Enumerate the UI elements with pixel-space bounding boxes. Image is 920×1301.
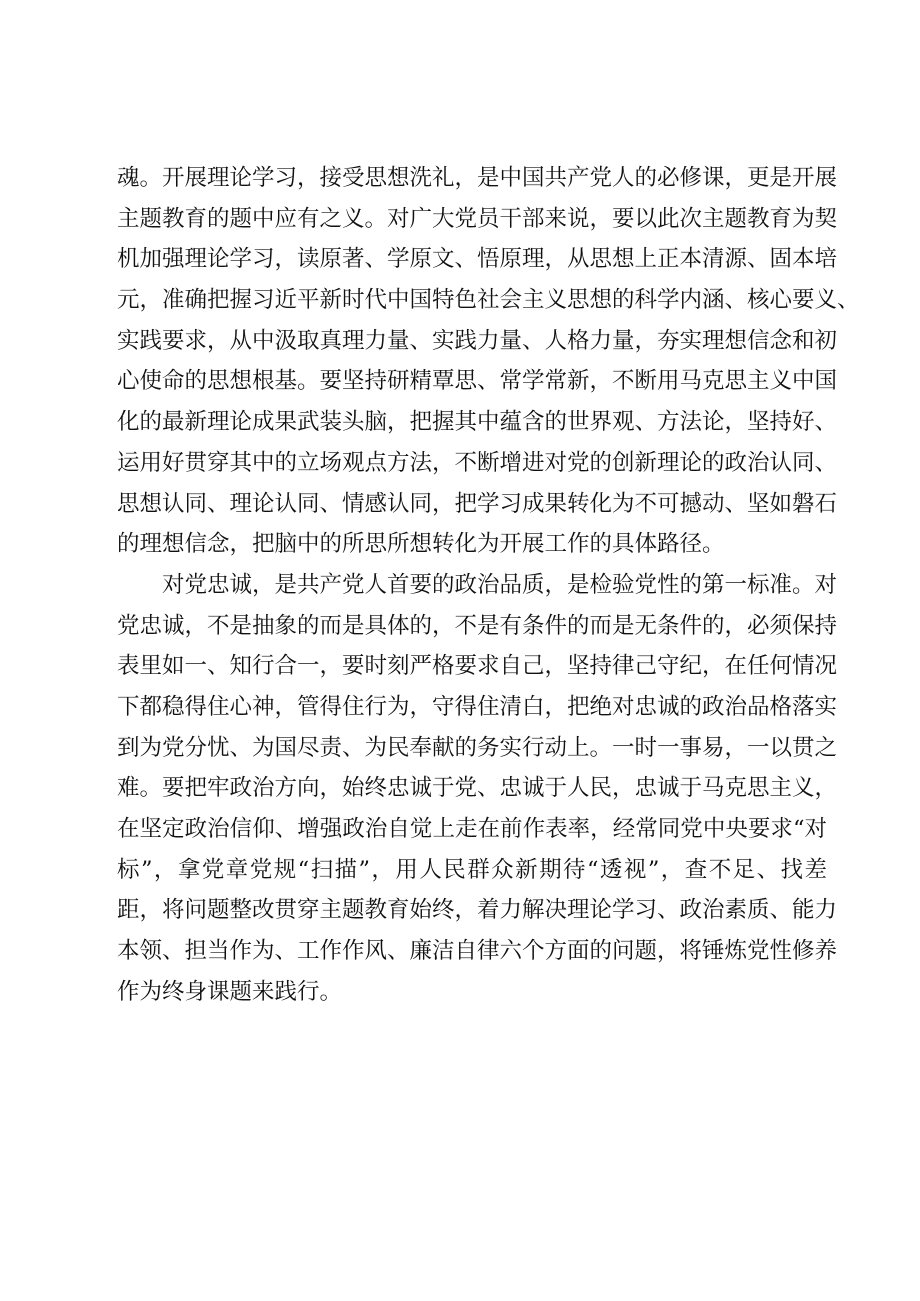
text-line: 运用好贯穿其中的立场观点方法，不断增进对党的创新理论的政治认同、 bbox=[117, 449, 838, 476]
text-line: 党忠诚，不是抽象的而是具体的，不是有条件的而是无条件的，必须保持 bbox=[117, 612, 838, 639]
text-line: 心使命的思想根基。要坚持研精覃思、常学常新，不断用马克思主义中国 bbox=[117, 368, 838, 395]
text-line: 元，准确把握习近平新时代中国特色社会主义思想的科学内涵、核心要义、 bbox=[117, 287, 860, 314]
text-line: 下都稳得住心神，管得住行为，守得住清白，把绝对忠诚的政治品格落实 bbox=[117, 693, 838, 720]
body-text bbox=[117, 158, 860, 1012]
text-line: 在坚定政治信仰、增强政治自觉上走在前作表率，经常同党中央要求“对 bbox=[117, 816, 827, 842]
text-line: 表里如一、知行合一，要时刻严格要求自己，坚持律己守纪，在任何情况 bbox=[117, 653, 838, 680]
text-line: 本领、担当作为、工作作风、廉洁自律六个方面的问题，将锤炼党性修养 bbox=[117, 938, 838, 965]
text-line: 思想认同、理论认同、情感认同，把学习成果转化为不可撼动、坚如磐石 bbox=[117, 490, 838, 517]
text-line: 实践要求，从中汲取真理力量、实践力量、人格力量，夯实理想信念和初 bbox=[117, 327, 838, 354]
text-line: 化的最新理论成果武装头脑，把握其中蕴含的世界观、方法论，坚持好、 bbox=[117, 409, 838, 436]
text-line: 主题教育的题中应有之义。对广大党员干部来说，要以此次主题教育为契 bbox=[117, 205, 838, 232]
paragraph bbox=[117, 565, 838, 1013]
text-line: 难。要把牢政治方向，始终忠诚于党、忠诚于人民，忠诚于马克思主义， bbox=[117, 775, 838, 802]
text-line: 机加强理论学习，读原著、学原文、悟原理，从思想上正本清源、固本培 bbox=[117, 246, 838, 273]
text-line: 到为党分忧、为国尽责、为民奉献的务实行动上。一时一事易，一以贯之 bbox=[117, 734, 838, 761]
paragraph bbox=[117, 158, 860, 565]
text-line: 魂。开展理论学习，接受思想洗礼，是中国共产党人的必修课，更是开展 bbox=[117, 165, 838, 191]
text-line: 作为终身课题来践行。 bbox=[117, 978, 343, 1005]
text-line: 标”，拿党章党规“扫描”，用人民群众新期待“透视”，查不足、找差 bbox=[117, 856, 827, 883]
text-line: 对党忠诚，是共产党人首要的政治品质，是检验党性的第一标准。对 bbox=[162, 571, 838, 598]
text-line: 的理想信念，把脑中的所思所想转化为开展工作的具体路径。 bbox=[117, 531, 725, 558]
text-line: 距，将问题整改贯穿主题教育始终，着力解决理论学习、政治素质、能力 bbox=[117, 897, 838, 924]
